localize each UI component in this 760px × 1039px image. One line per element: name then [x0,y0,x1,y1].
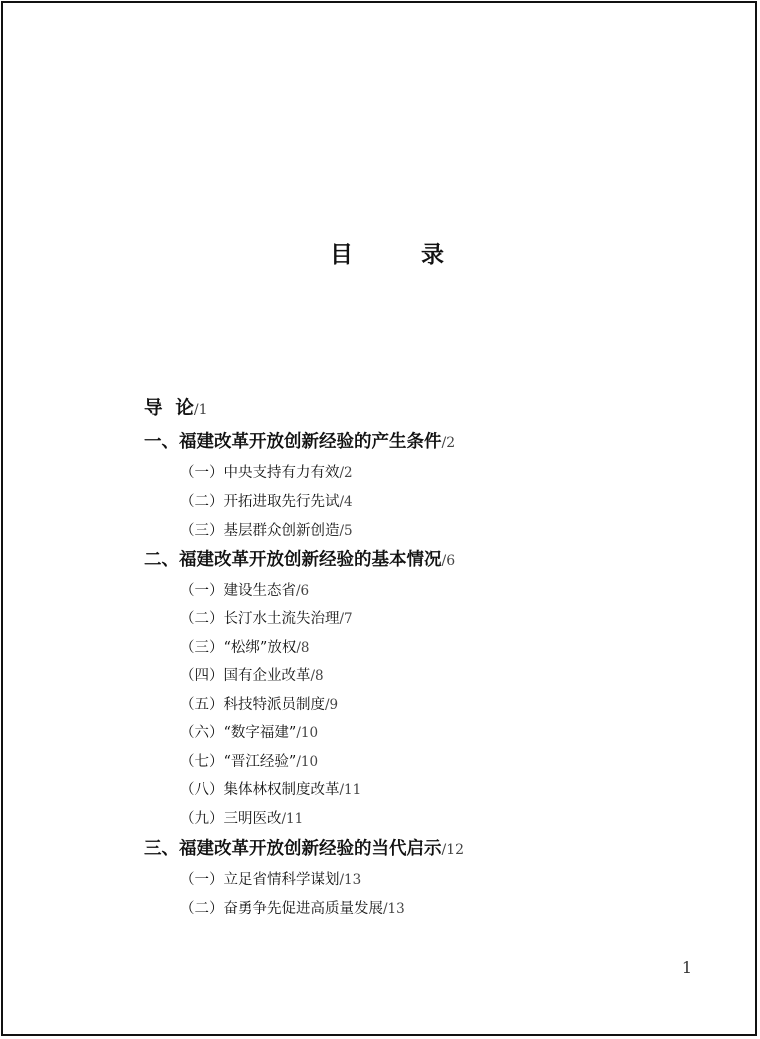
toc-entry-label: （三）基层群众创新创造 [180,523,340,539]
toc-entry-page: /2 [441,435,456,451]
toc-entry-label: （二）奋勇争先促进高质量发展 [180,901,383,917]
toc-entry-page: /13 [383,901,405,917]
toc-section-entry[interactable] [180,466,353,481]
toc-entry-label: （七）“晋江经验” [180,754,297,770]
toc-entry-label: 导 论 [144,398,194,419]
toc-entry-page: /4 [339,494,353,510]
toc-entry-label: （一）中央支持有力有效 [180,465,340,481]
toc-entry-page: /11 [281,811,304,827]
toc-section-entry[interactable] [180,726,318,741]
toc-section-entry[interactable] [180,783,361,798]
toc-chapter-entry[interactable] [144,552,455,570]
toc-entry-page: /12 [441,842,465,858]
toc-entry-page: /6 [441,553,456,569]
toc-entry-page: /5 [339,523,353,539]
toc-section-entry[interactable] [180,612,353,627]
toc-section-entry[interactable] [180,495,353,510]
toc-entry-label: 一、福建改革开放创新经验的产生条件 [144,432,442,452]
toc-section-entry[interactable] [180,641,309,656]
toc-entry-page: /8 [310,668,324,684]
toc-entry-label: （二）开拓进取先行先试 [180,494,340,510]
toc-entry-label: （六）“数字福建” [180,725,297,741]
page-number: 1 [681,958,692,977]
toc-entry-page: /13 [339,872,362,888]
toc-entry-page: /9 [325,697,339,713]
toc-entry-page: /10 [296,725,319,741]
toc-entry-label: 三、福建改革开放创新经验的当代启示 [144,839,442,859]
toc-entry-label: （八）集体林权制度改革 [180,782,340,798]
toc-section-entry[interactable] [180,812,303,827]
toc-entry-page: /6 [296,583,310,599]
toc-entry-label: 二、福建改革开放创新经验的基本情况 [144,550,442,570]
toc-chapter-entry[interactable] [144,841,464,859]
toc-entry-page: /7 [339,611,353,627]
toc-entry-label: （三）“松绑”放权 [180,640,297,656]
toc-chapter-entry[interactable] [144,434,455,452]
toc-entry-page: /8 [296,640,310,656]
toc-entry-page: /11 [339,782,362,798]
toc-chapter-entry[interactable] [144,400,208,419]
toc-section-entry[interactable] [180,669,324,684]
toc-title: 目 录 [329,241,474,268]
toc-entry-label: （二）长汀水土流失治理 [180,611,340,627]
toc-section-entry[interactable] [180,902,405,917]
toc-entry-label: （一）建设生态省 [180,583,296,599]
page-frame [1,1,757,1036]
toc-entry-label: （一）立足省情科学谋划 [180,872,340,888]
toc-entry-label: （四）国有企业改革 [180,668,311,684]
toc-section-entry[interactable] [180,524,353,539]
toc-entry-label: （九）三明医改 [180,811,282,827]
toc-entry-page: /1 [193,402,208,418]
toc-section-entry[interactable] [180,584,309,599]
toc-section-entry[interactable] [180,698,338,713]
toc-entry-label: （五）科技特派员制度 [180,697,325,713]
toc-section-entry[interactable] [180,755,318,770]
toc-entry-page: /2 [339,465,353,481]
toc-entry-page: /10 [296,754,319,770]
toc-section-entry[interactable] [180,873,361,888]
